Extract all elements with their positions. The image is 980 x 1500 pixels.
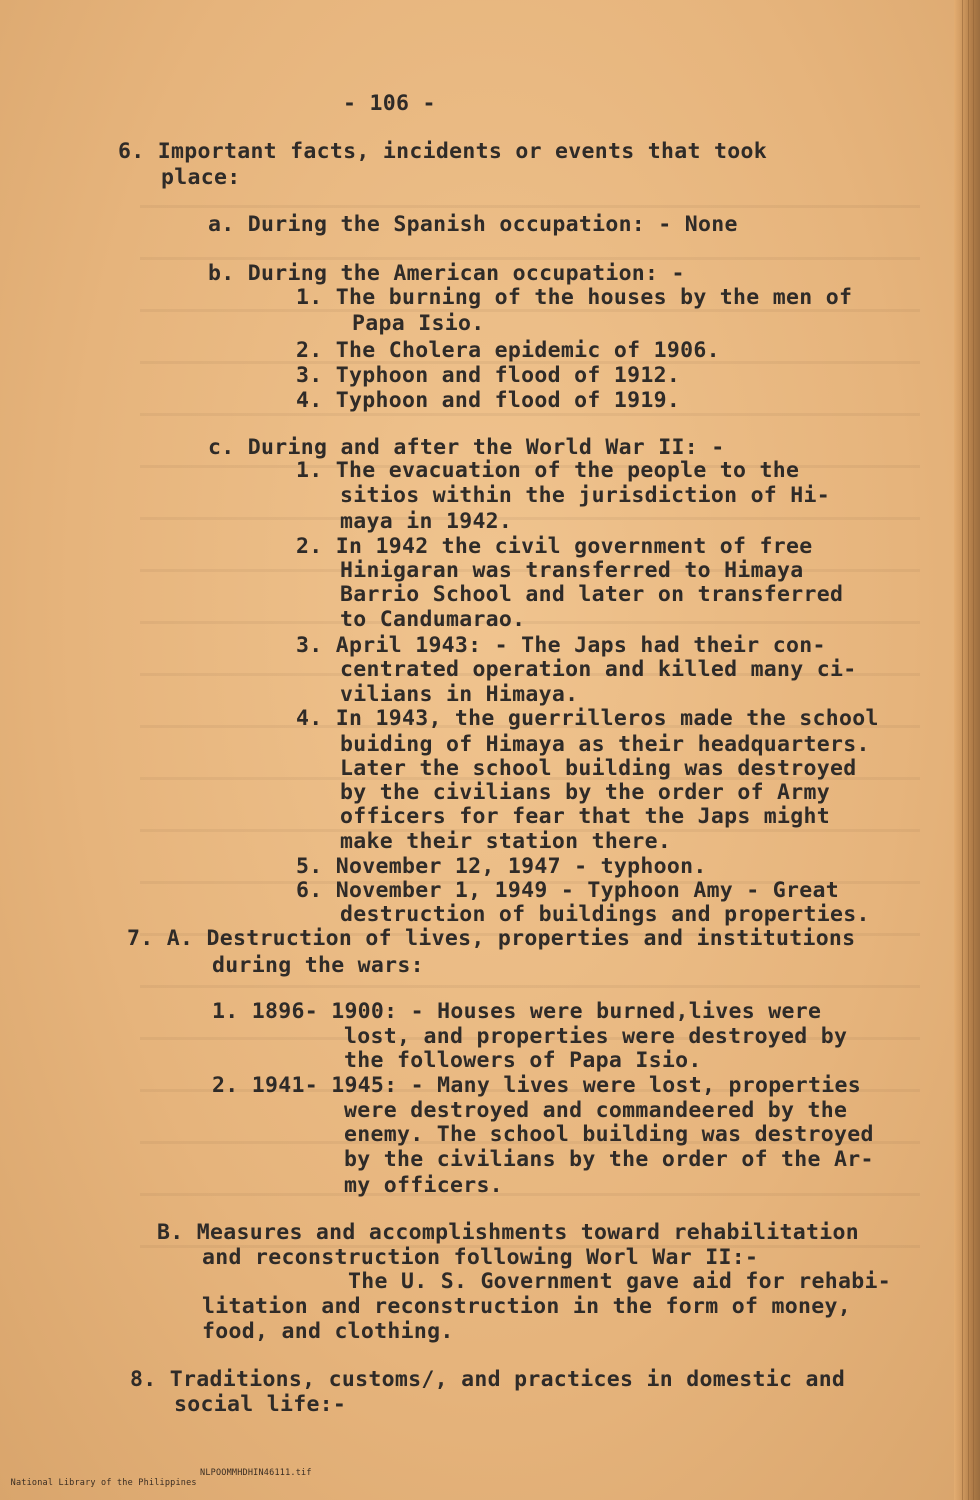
line-39: my officers. [344,1173,503,1198]
line-44: food, and clothing. [202,1319,454,1344]
line-30: 7. A. Destruction of lives, properties and institutions [127,926,856,951]
line-46: social life:- [174,1392,347,1417]
line-25: officers for fear that the Japs might [340,804,831,829]
line-9: 4. Typhoon and flood of 1919. [296,388,681,413]
line-41: and reconstruction following Worl War II:- [202,1245,759,1270]
line-19: centrated operation and killed many ci- [340,657,857,682]
line-27: 5. November 12, 1947 - typhoon. [296,854,707,879]
line-43: litation and reconstruction in the form of money, [202,1294,851,1319]
line-11: 1. The evacuation of the people to the [296,458,800,483]
line-14: 2. In 1942 the civil government of free [296,534,813,559]
footer-file-code: NLPOOMMHDHIN46111.tif [200,1468,312,1478]
line-7: 2. The Cholera epidemic of 1906. [296,338,720,363]
line-1: 6. Important facts, incidents or events that took [118,139,767,164]
line-32: 1. 1896- 1900: - Houses were burned,lives were [212,999,822,1024]
line-6: Papa Isio. [352,311,485,336]
line-23: Later the school building was destroyed [340,756,857,781]
line-28: 6. November 1, 1949 - Typhoon Amy - Great [296,878,840,903]
line-18: 3. April 1943: - The Japs had their con- [296,633,826,658]
line-13: maya in 1942. [340,509,513,534]
line-10: c. During and after the World War II: - [208,435,725,460]
line-35: 2. 1941- 1945: - Many lives were lost, properties [212,1073,861,1098]
line-4: b. During the American occupation: - [208,261,685,286]
line-31: during the wars: [212,953,424,978]
line-15: Hinigaran was transferred to Himaya [340,558,804,583]
line-5: 1. The burning of the houses by the men of [296,285,853,310]
line-21: 4. In 1943, the guerrilleros made the school [296,706,879,731]
page-edge [954,0,980,1500]
line-36: were destroyed and commandeered by the [344,1098,848,1123]
line-8: 3. Typhoon and flood of 1912. [296,363,681,388]
line-16: Barrio School and later on transferred [340,582,844,607]
line-40: B. Measures and accomplishments toward rehabilitation [157,1220,859,1245]
line-2: place: [161,165,241,190]
line-34: the followers of Papa Isio. [344,1048,702,1073]
line-42: The U. S. Government gave aid for rehabi- [348,1269,892,1294]
line-37: enemy. The school building was destroyed [344,1122,874,1147]
line-29: destruction of buildings and properties. [340,902,870,927]
line-45: 8. Traditions, customs/, and practices in domestic and [130,1367,846,1392]
line-38: by the civilians by the order of the Ar- [344,1147,874,1172]
line-20: vilians in Himaya. [340,682,579,707]
line-17: to Candumarao. [340,607,526,632]
footer [0,1468,312,1498]
line-3: a. During the Spanish occupation: - None [208,212,738,237]
line-12: sitios within the jurisdiction of Hi- [340,483,831,508]
line-26: make their station there. [340,829,672,854]
line-22: buiding of Himaya as their headquarters. [340,732,870,757]
line-24: by the civilians by the order of Army [340,780,831,805]
page-number: - 106 - [343,91,436,116]
line-33: lost, and properties were destroyed by [344,1024,848,1049]
footer-library: National Library of the Philippines [10,1478,197,1488]
